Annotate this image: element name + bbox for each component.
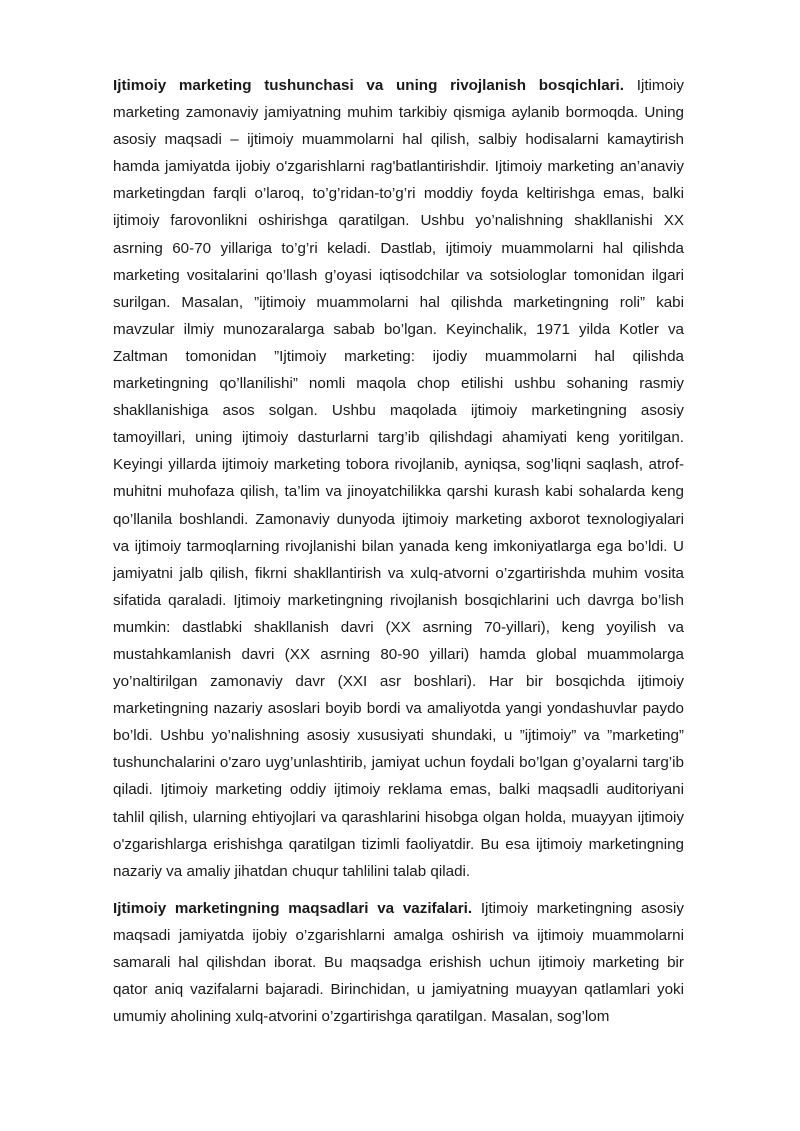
paragraph-concept-and-stages [113,72,684,885]
paragraph-goals-and-tasks [113,895,684,1030]
section-heading-concept: Ijtimoiy marketing tushunchasi va uning rivojlanish bosqichlari. [113,77,625,94]
section-body-concept: Ijtimoiy marketing zamonaviy jamiyatning muhim tarkibiy qismiga aylanib bormoqda. Uning asosiy maqsadi – ijtimoiy muammolarni hal qilish, salbiy hodisalarni kamaytirish hamda jamiyatda ijobiy o'zgarishlarni rag'batlantirishdir. Ijtimoiy marketing an’anaviy marketingdan farqli o’laroq, to’g’ridan-to’g’ri moddiy foyda keltirishga emas, balki ijtimoiy farovonlikni oshirishga qaratilgan. Ushbu yo’nalishning shakllanishi XX asrning 60-70 yillariga to’g’ri keladi. Dastlab, ijtimoiy muammolarni hal qilishda marketing vositalarini qo’llash g’oyasi iqtisodchilar va sotsiologlar tomonidan ilgari surilgan. Masalan, ”ijtimoiy muammolarni hal qilishda marketingning roli” kabi mavzular ilmiy munozaralarga sabab bo’lgan. Keyinchalik, 1971 yilda Kotler va Zaltman tomonidan ”Ijtimoiy marketing: ijodiy muammolarni hal qilishda marketingning qo’llanilishi” nomli maqola chop etilishi ushbu sohaning rasmiy shakllanishiga asos solgan. Ushbu maqolada ijtimoiy marketingning asosiy tamoyillari, uning ijtimoiy dasturlarni targ’ib qilishdagi ahamiyati keng yoritilgan. Keyingi yillarda ijtimoiy marketing tobora rivojlanib, ayniqsa, sog’liqni saqlash, atrof-muhitni muhofaza qilish, ta’lim va jinoyatchilikka qarshi kurash kabi sohalarda keng qo’llanila boshlandi. Zamonaviy dunyoda ijtimoiy marketing axborot texnologiyalari va ijtimoiy tarmoqlarning rivojlanishi bilan yanada keng imkoniyatlarga ega bo’ldi. U jamiyatni jalb qilish, fikrni shakllantirish va xulq-atvorni o’zgartirishda muhim vosita sifatida qaraladi. Ijtimoiy marketingning rivojlanish bosqichlarini uch davrga bo’lish mumkin: dastlabki shakllanish davri (XX asrning 70-yillari), keng yoyilish va mustahkamlanish davri (XX asrning 80-90 yillari) hamda global muammolarga yo’naltirilgan zamonaviy davr (XXI asr boshlari). Har bir bosqichda ijtimoiy marketingning nazariy asoslari boyib bordi va amaliyotda yangi yondashuvlar paydo bo’ldi. Ushbu yo’nalishning asosiy xususiyati shundaki, u ”ijtimoiy” va ”marketing” tushunchalarini o'zaro uyg’unlashtirib, jamiyat uchun foydali bo’lgan g’oyalarni targ’ib qiladi. Ijtimoiy marketing oddiy ijtimoiy reklama emas, balki maqsadli auditoriyani tahlil qilish, ularning ehtiyojlari va qarashlarini hisobga olgan holda, muayyan ijtimoiy o'zgarishlarga erishishga qaratilgan tizimli faoliyatdir. Bu esa ijtimoiy marketingning nazariy va amaliy jihatdan chuqur tahlilini talab qiladi. [113,77,684,880]
document-page [113,72,684,1040]
section-body-goals: Ijtimoiy marketingning asosiy maqsadi jamiyatda ijobiy o’zgarishlarni amalga oshirish va ijtimoiy muammolarni samarali hal qilishdan iborat. Bu maqsadga erishish uchun ijtimoiy marketing bir qator aniq vazifalarni bajaradi. Birinchidan, u jamiyatning muayyan qatlamlari yoki umumiy aholining xulq-atvorini o’zgartirishga qaratilgan. Masalan, sog’lom [113,899,684,1026]
section-heading-goals: Ijtimoiy marketingning maqsadlari va vazifalari. [113,899,473,917]
